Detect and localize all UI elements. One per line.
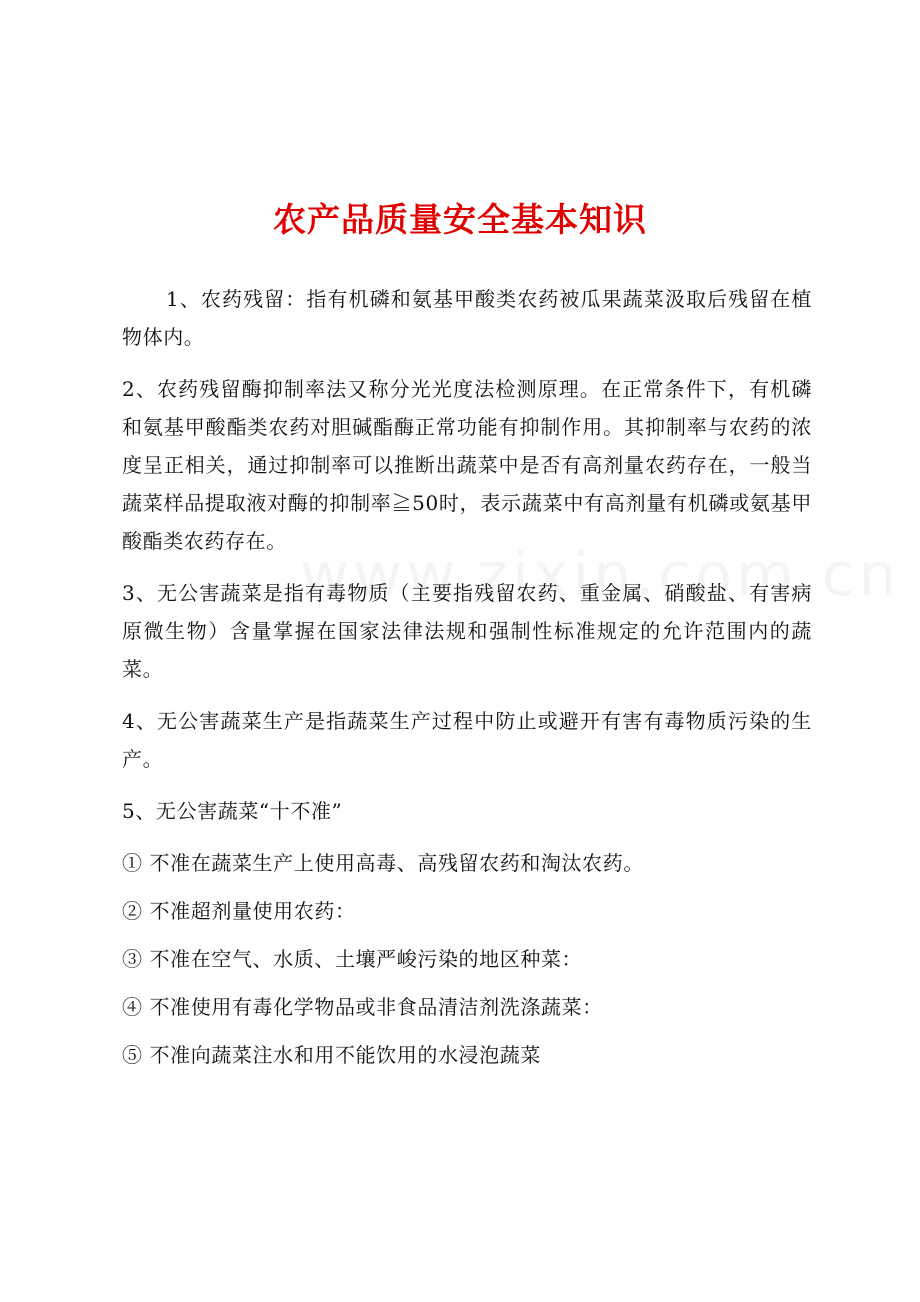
list-item: ④ 不准使用有毒化学物品或非食品清洁剂洗涤蔬菜： bbox=[122, 995, 603, 1019]
paragraph-pollution-free-vegetables: 3、无公害蔬菜是指有毒物质（主要指残留农药、重金属、硝酸盐、有害病原微生物）含量掌握在国家法律法规和强制性标准规定的允许范围内的蔬菜。 bbox=[122, 581, 812, 681]
list-item: ③ 不准在空气、水质、土壤严峻污染的地区种菜： bbox=[122, 947, 583, 971]
paragraph-ten-prohibitions: 5、无公害蔬菜“十不准” bbox=[122, 799, 343, 823]
list-item: ② 不准超剂量使用农药： bbox=[122, 899, 356, 923]
list-item: ⑤ 不准向蔬菜注水和用不能饮用的水浸泡蔬菜 bbox=[122, 1043, 541, 1067]
document-title: 农产品质量安全基本知识 bbox=[273, 200, 647, 239]
paragraph-pollution-free-production: 4、无公害蔬菜生产是指蔬菜生产过程中防止或避开有害有毒物质污染的生产。 bbox=[122, 709, 812, 771]
document-body bbox=[122, 280, 812, 1084]
paragraph-enzyme-inhibition: 2、农药残留酶抑制率法又称分光光度法检测原理。在正常条件下，有机磷和氨基甲酸酯类农药对胆碱酯酶正常功能有抑制作用。其抑制率与农药的浓度呈正相关，通过抑制率可以推断出蔬菜中是否有高剂量农药存在，一般当蔬菜样品提取液对酶的抑制率≧50时，表示蔬菜中有高剂量有机磷或氨基甲酸酯类农药存在。 bbox=[122, 377, 812, 553]
paragraph-pesticide-residue: 1、农药残留：指有机磷和氨基甲酸类农药被瓜果蔬菜汲取后残留在植物体内。 bbox=[122, 287, 812, 349]
list-item: ① 不准在蔬菜生产上使用高毒、高残留农药和淘汰农药。 bbox=[122, 851, 644, 875]
